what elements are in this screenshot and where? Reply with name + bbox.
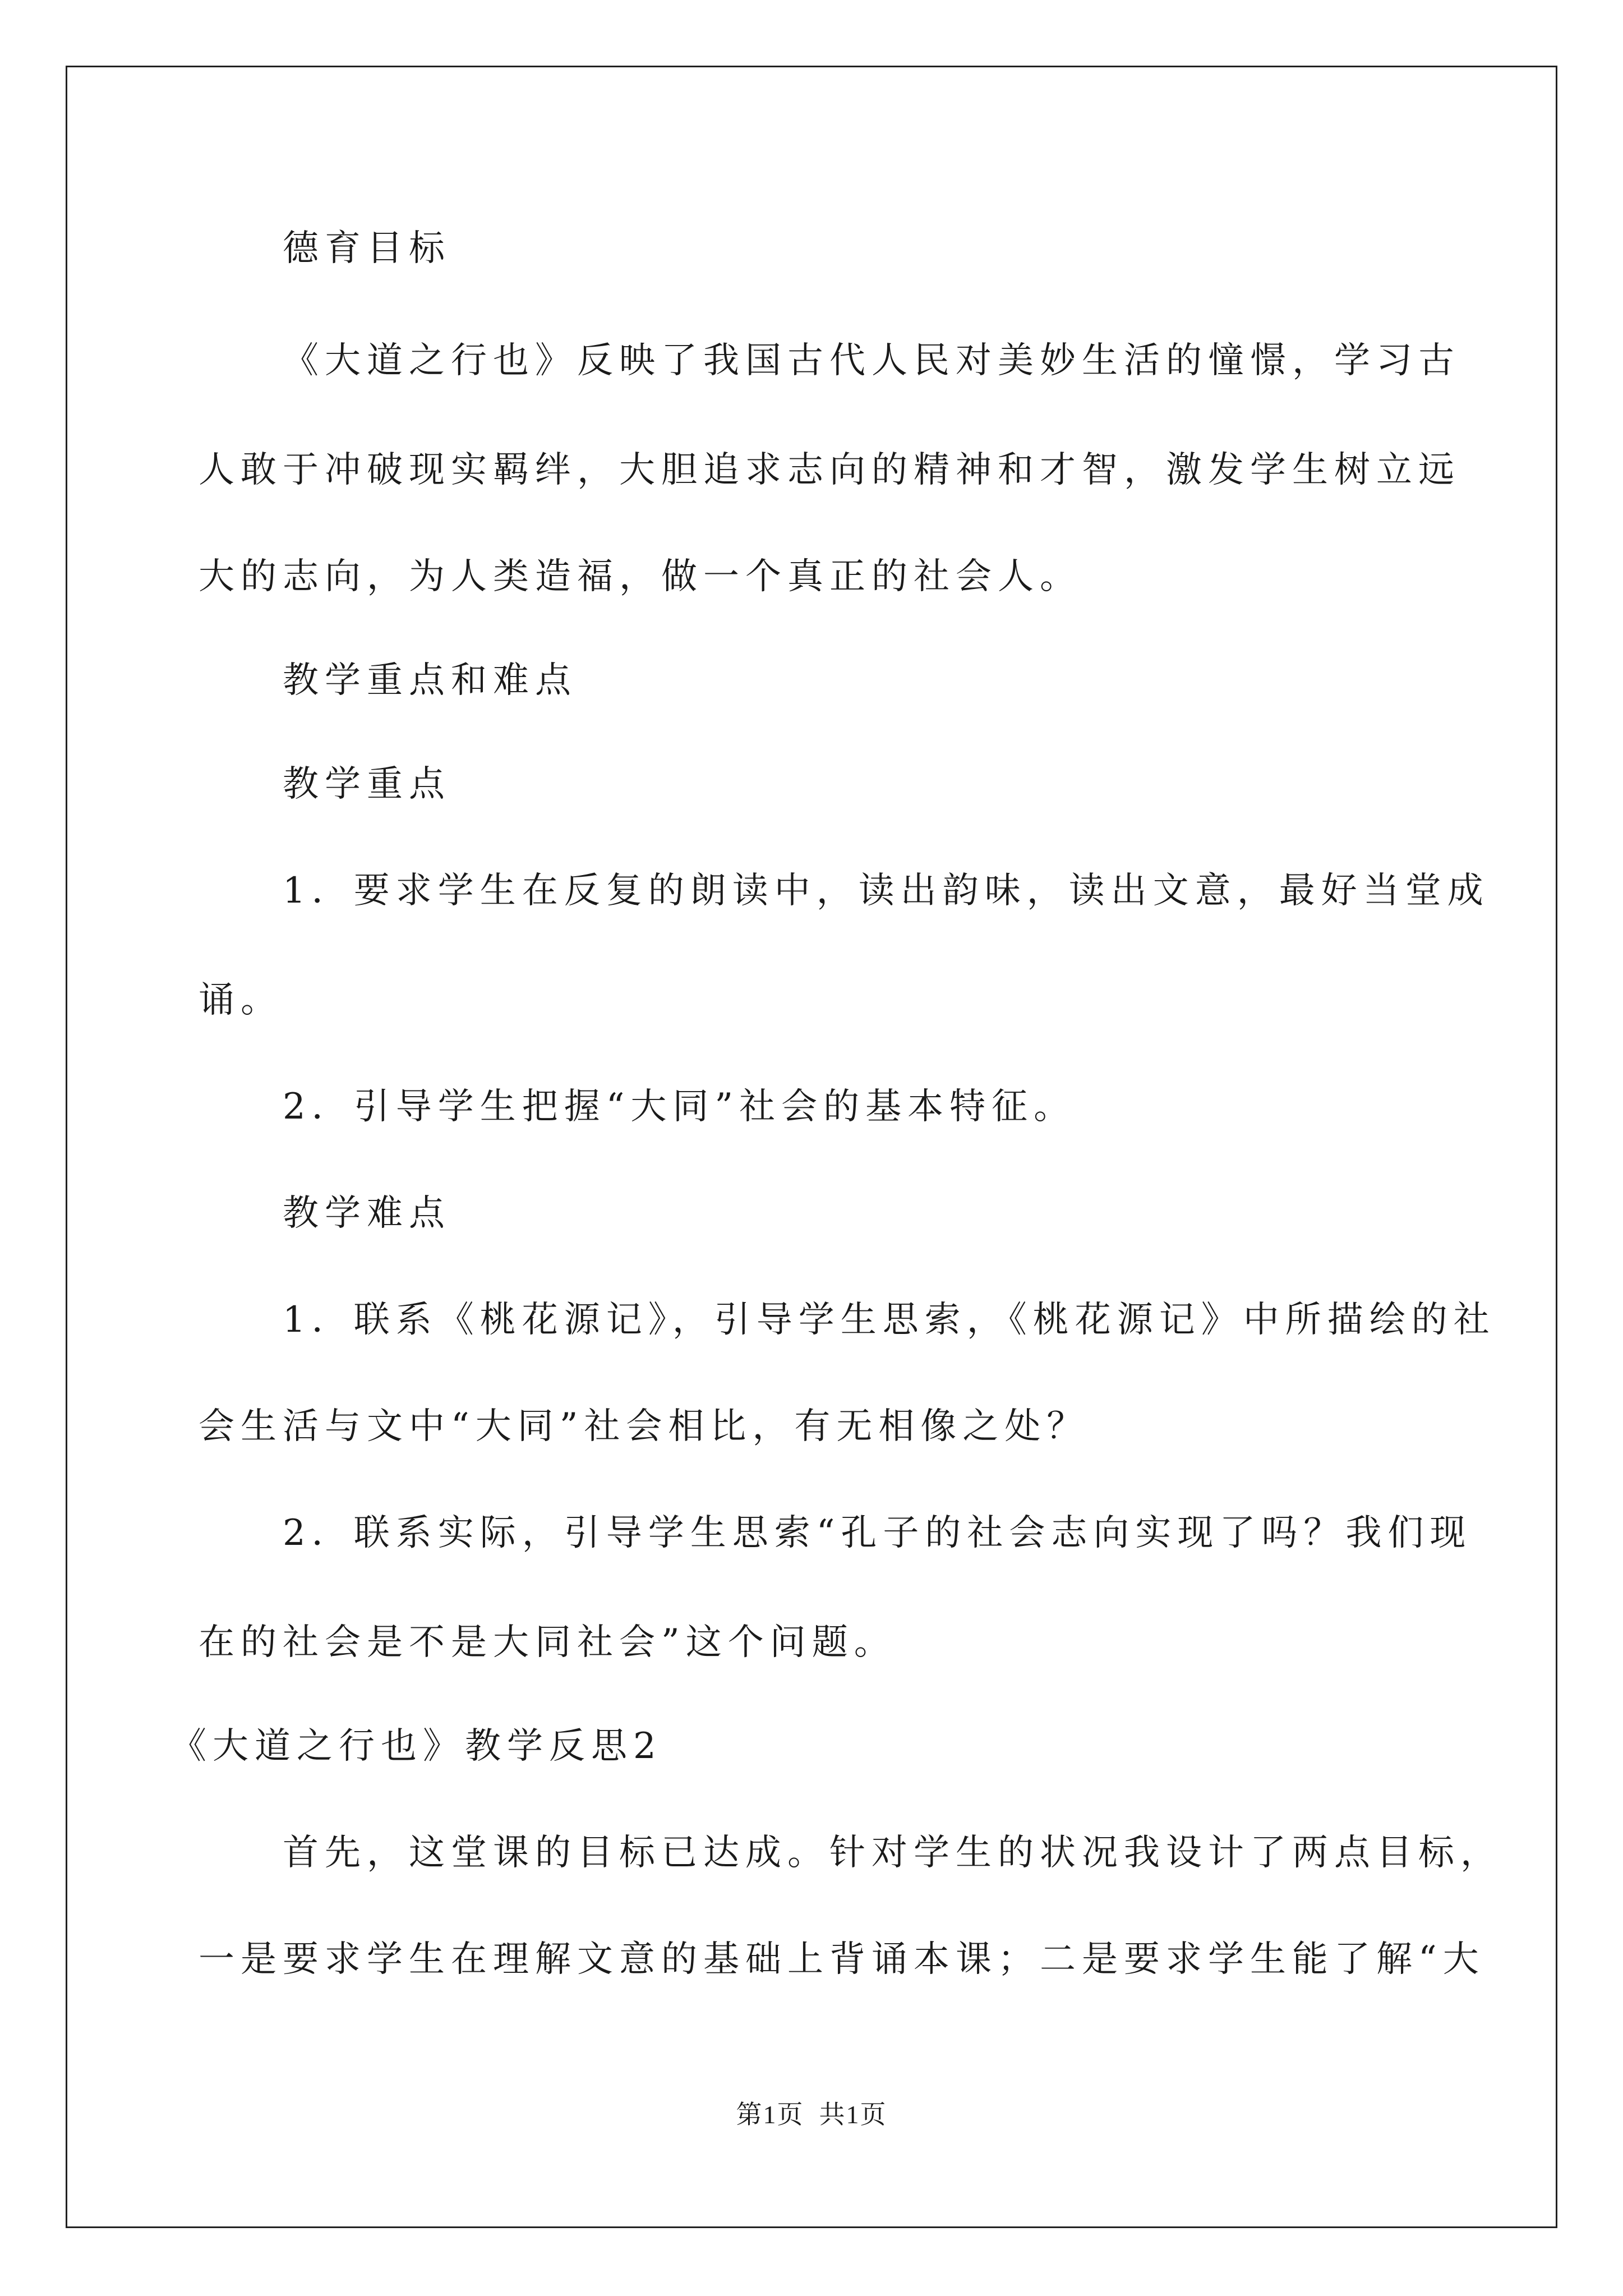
paragraph-line: 首先，这堂课的目标已达成。针对学生的状况我设计了两点目标，: [283, 1832, 1502, 1874]
paragraph-line: 2．联系实际，引导学生思索“孔子的社会志向实现了吗？我们现: [283, 1512, 1472, 1554]
paragraph-line: 2．引导学生把握“大同”社会的基本特征。: [283, 1086, 1076, 1128]
heading-key-points: 教学重点: [283, 763, 451, 805]
paragraph-line: 《大道之行也》反映了我国古代人民对美妙生活的憧憬，学习古: [283, 340, 1460, 381]
paragraph-line: 1．联系《桃花源记》，引导学生思索，《桃花源记》中所描绘的社: [283, 1299, 1496, 1341]
paragraph-line: 1．要求学生在反复的朗读中，读出韵味，读出文意，最好当堂成: [283, 870, 1490, 912]
paragraph-line: 诵。: [199, 979, 283, 1021]
heading-difficult-points: 教学难点: [283, 1193, 451, 1234]
heading-moral-goal: 德育目标: [283, 228, 451, 269]
page-number-footer: 第1页 共1页: [736, 2100, 887, 2129]
section-title-reflection: 《大道之行也》教学反思2: [170, 1726, 662, 1767]
paragraph-line: 一是要求学生在理解文意的基础上背诵本课；二是要求学生能了解“大: [199, 1939, 1485, 1980]
paragraph-line: 在的社会是不是大同社会”这个问题。: [199, 1622, 896, 1663]
heading-key-difficult: 教学重点和难点: [283, 660, 577, 701]
paragraph-line: 会生活与文中“大同”社会相比，有无相像之处？: [199, 1406, 1089, 1447]
paragraph-line: 大的志向，为人类造福，做一个真正的社会人。: [199, 556, 1082, 597]
paragraph-line: 人敢于冲破现实羁绊，大胆追求志向的精神和才智，激发学生树立远: [199, 449, 1460, 491]
page-border: [66, 66, 1557, 2228]
